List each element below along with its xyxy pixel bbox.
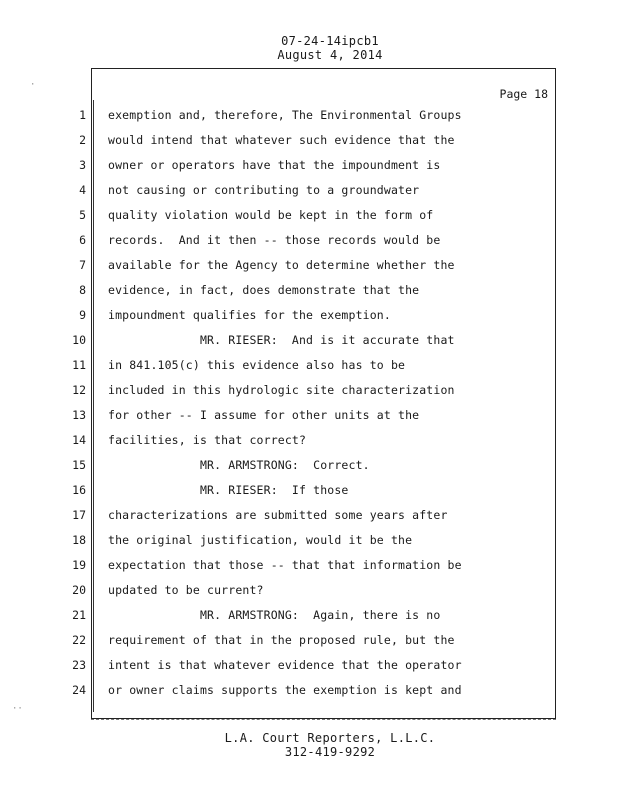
line-number: 16 — [72, 483, 86, 497]
line-number: 8 — [79, 283, 86, 297]
line-number: 13 — [72, 408, 86, 422]
line-number: 15 — [72, 458, 86, 472]
line-number-divider — [93, 100, 94, 712]
line-number: 20 — [72, 583, 86, 597]
transcript-line: included in this hydrologic site characterization — [108, 383, 455, 397]
line-number: 18 — [72, 533, 86, 547]
transcript-date: August 4, 2014 — [277, 48, 383, 62]
transcript-line: or owner claims supports the exemption is kept and — [108, 683, 462, 697]
scan-speck: ·· — [12, 704, 23, 714]
line-number: 5 — [79, 208, 86, 222]
transcript-line: MR. ARMSTRONG: Correct. — [108, 458, 370, 472]
line-number: 19 — [72, 558, 86, 572]
line-number: 10 — [72, 333, 86, 347]
page-number: Page 18 — [499, 87, 548, 101]
transcript-line: MR. RIESER: And is it accurate that — [108, 333, 455, 347]
line-number: 24 — [72, 683, 86, 697]
transcript-line: requirement of that in the proposed rule, but the — [108, 633, 455, 647]
line-number: 21 — [72, 608, 86, 622]
line-number: 4 — [79, 183, 86, 197]
transcript-line: MR. RIESER: If those — [108, 483, 349, 497]
transcript-header — [0, 34, 618, 62]
line-number: 17 — [72, 508, 86, 522]
transcript-line: records. And it then -- those records would be — [108, 233, 441, 247]
transcript-line: the original justification, would it be the — [108, 533, 413, 547]
line-number: 14 — [72, 433, 86, 447]
transcript-line: impoundment qualifies for the exemption. — [108, 308, 391, 322]
transcript-line: expectation that those -- that that information be — [108, 558, 462, 572]
transcript-line: evidence, in fact, does demonstrate that the — [108, 283, 420, 297]
transcript-line: would intend that whatever such evidence that the — [108, 133, 455, 147]
frame-scan-noise — [91, 719, 556, 723]
line-number: 9 — [79, 308, 86, 322]
transcript-line: facilities, is that correct? — [108, 433, 307, 447]
line-number: 1 — [79, 108, 86, 122]
line-number: 3 — [79, 158, 86, 172]
transcript-line: intent is that whatever evidence that the operator — [108, 658, 462, 672]
transcript-footer — [0, 731, 618, 759]
transcript-title: 07-24-14ipcb1 — [281, 34, 379, 48]
transcript-line: MR. ARMSTRONG: Again, there is no — [108, 608, 441, 622]
transcript-line: quality violation would be kept in the form of — [108, 208, 434, 222]
transcript-line: in 841.105(c) this evidence also has to be — [108, 358, 406, 372]
line-number: 7 — [79, 258, 86, 272]
transcript-line: for other -- I assume for other units at the — [108, 408, 420, 422]
reporter-company: L.A. Court Reporters, L.L.C. — [224, 731, 436, 745]
transcript-line: characterizations are submitted some years after — [108, 508, 448, 522]
line-number: 11 — [72, 358, 86, 372]
transcript-line: available for the Agency to determine whether the — [108, 258, 455, 272]
line-number: 22 — [72, 633, 86, 647]
line-number: 6 — [79, 233, 86, 247]
reporter-phone: 312-419-9292 — [284, 745, 376, 759]
transcript-line: owner or operators have that the impoundment is — [108, 158, 441, 172]
transcript-line: not causing or contributing to a groundwater — [108, 183, 420, 197]
line-number: 2 — [79, 133, 86, 147]
scan-speck: · — [30, 80, 36, 90]
line-number: 12 — [72, 383, 86, 397]
transcript-line: exemption and, therefore, The Environmental Groups — [108, 108, 462, 122]
line-number: 23 — [72, 658, 86, 672]
transcript-line: updated to be current? — [108, 583, 264, 597]
